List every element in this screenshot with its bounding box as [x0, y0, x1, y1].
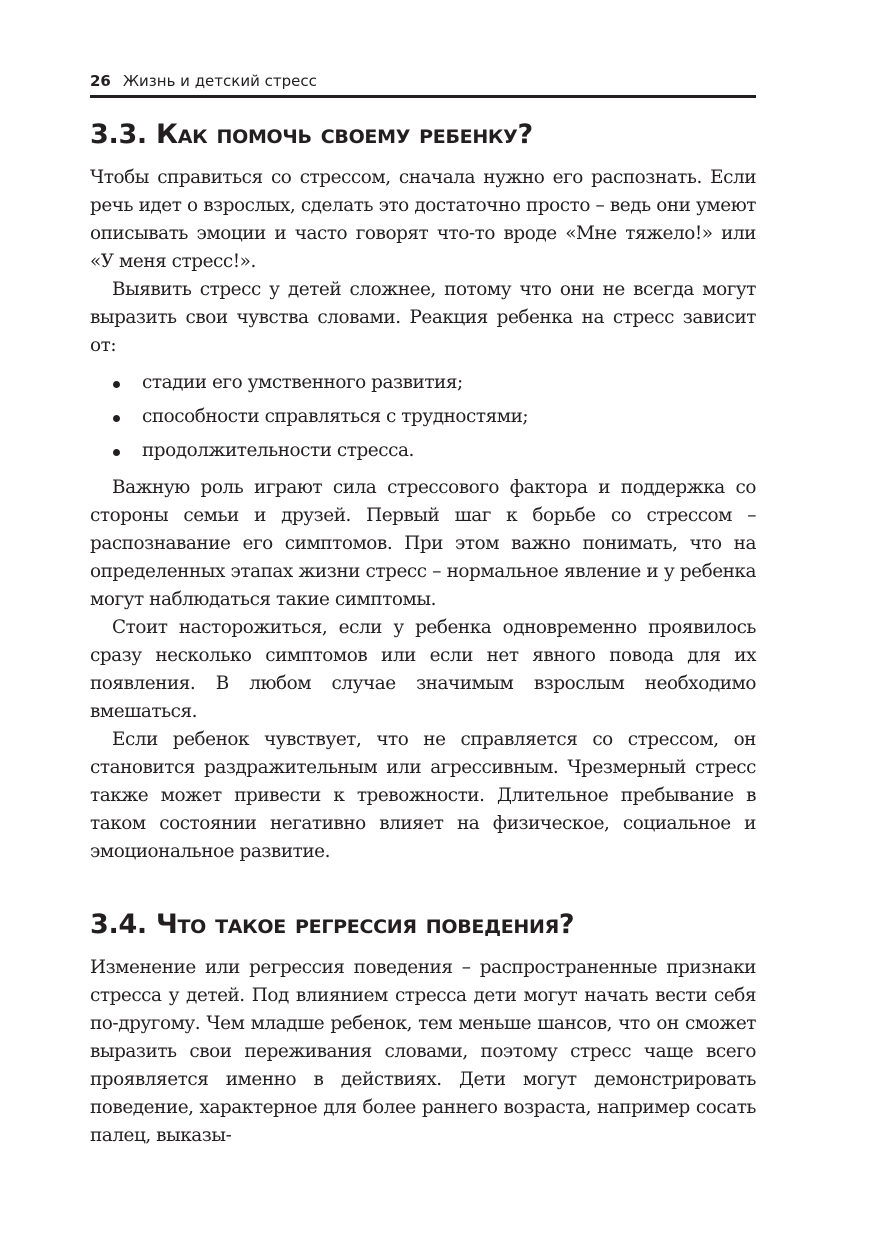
bullet-icon: [113, 381, 120, 388]
paragraph: Важную роль играют сила стрессового фактора и поддержка со стороны семьи и друзей. Первый шаг к борьбе со стрессом – распознавание его симптомов. При этом важно понимать, что на определенных этапах жизни стресс – нормальное явление и у ребенка могут наблюдаться такие симптомы.: [90, 477, 756, 610]
section-heading-3-3: 3.3. Как помочь своему ребенку?: [90, 119, 533, 150]
paragraph: Изменение или регрессия поведения – распространенные признаки стресса у детей. Под влиянием стресса дети могут начать вести себя по-другому. Чем младше ребенок, тем меньше шансов, что он сможет выразить свои переживания словами, поэтому стресс чаще всего проявляется именно в действиях. Дети могут демонстрировать поведение, характерное для более раннего возраста, например сосать палец, выказы-: [90, 957, 756, 1146]
paragraph: Выявить стресс у детей сложнее, потому что они не всегда могут выразить свои чувства словами. Реакция ребенка на стресс зависит от:: [90, 279, 756, 356]
list-item: [90, 400, 756, 434]
page-number: 26: [90, 72, 111, 90]
book-page: [90, 72, 756, 1150]
paragraph: Стоит насторожиться, если у ребенка одновременно проявилось сразу несколько симптомов или если нет явного повода для их появления. В любом случае значимым взрослым необходимо вмешаться.: [90, 617, 756, 722]
bullet-icon: [113, 449, 120, 456]
list-item-text: способности справляться с трудностями;: [142, 406, 529, 427]
list-item-text: стадии его умственного развития;: [142, 372, 463, 393]
running-title: Жизнь и детский стресс: [122, 72, 317, 90]
bullet-icon: [113, 415, 120, 422]
paragraph: Если ребенок чувствует, что не справляется со стрессом, он становится раздражительным или агрессивным. Чрезмерный стресс также может привести к тревожности. Длительное пребывание в таком состоянии негативно влияет на физическое, социальное и эмоциональное развитие.: [90, 729, 756, 862]
list-item: [90, 366, 756, 400]
section-heading-3-4: 3.4. Что такое регрессия поведения?: [90, 909, 575, 940]
list-item: [90, 434, 756, 468]
running-header: [90, 72, 756, 98]
list-item-text: продолжительности стресса.: [142, 440, 414, 461]
paragraph: Чтобы справиться со стрессом, сначала нужно его распознать. Если речь идет о взрослых, сделать это достаточно просто – ведь они умеют описывать эмоции и часто говорят что-то вроде «Мне тяжело!» или «У меня стресс!».: [90, 167, 756, 272]
bullet-list: [90, 366, 756, 468]
